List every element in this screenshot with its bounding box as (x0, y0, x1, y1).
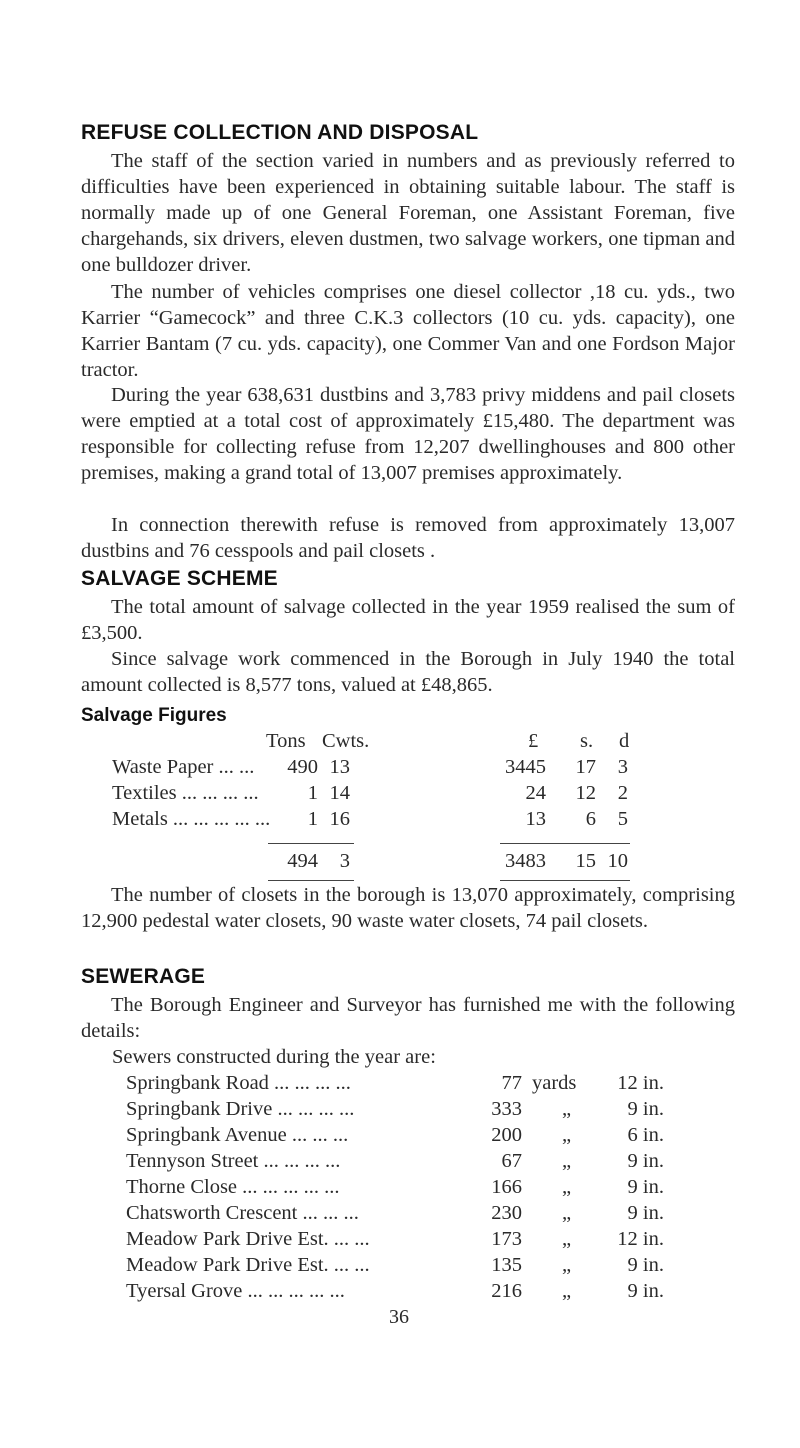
sewer-unit: „ (562, 1254, 572, 1276)
row-shillings: 12 (575, 782, 596, 804)
row-pence: 2 (617, 782, 628, 804)
street-name: Meadow Park Drive Est. ... ... (126, 1228, 370, 1250)
sewer-length: 216 (491, 1280, 522, 1302)
salvage-paragraph-2: Since salvage work commenced in the Borough in July 1940 the total amount collected is 8,577 tons, valued at £48,865. (81, 648, 735, 696)
sewer-size: 12 in. (617, 1228, 664, 1250)
sewer-unit: „ (562, 1150, 572, 1172)
sewer-length: 333 (491, 1098, 522, 1120)
row-cwts: 13 (329, 756, 350, 778)
row-label: Textiles ... ... ... ... (112, 782, 259, 804)
total-shillings: 15 (575, 850, 596, 872)
total-pence: 10 (607, 850, 628, 872)
street-name: Springbank Drive ... ... ... ... (126, 1098, 355, 1120)
refuse-paragraph-3: During the year 638,631 dustbins and 3,783 privy middens and pail closets were emptied at a total cost of approximately £15,480. The department was responsible for collecting refuse from 12,207 dwellinghouses and 800 other premises, making a grand total of 13,007 premises approximately. (81, 384, 735, 484)
total-rule-top-right (500, 843, 630, 844)
total-rule-top-left (268, 843, 354, 844)
row-tons: 1 (307, 782, 318, 804)
row-label: Waste Paper ... ... (112, 756, 255, 778)
sewer-length: 230 (491, 1202, 522, 1224)
sewer-size: 9 in. (627, 1202, 664, 1224)
sewer-size: 12 in. (617, 1072, 664, 1094)
street-name: Meadow Park Drive Est. ... ... (126, 1254, 370, 1276)
row-tons: 490 (287, 756, 318, 778)
total-tons: 494 (287, 850, 318, 872)
sewer-length: 67 (501, 1150, 522, 1172)
col-header-tons: Tons (266, 730, 306, 752)
sewer-size: 9 in. (627, 1176, 664, 1198)
row-cwts: 16 (329, 808, 350, 830)
row-shillings: 17 (575, 756, 596, 778)
sewer-size: 9 in. (627, 1150, 664, 1172)
sewer-unit: „ (562, 1228, 572, 1250)
sewer-unit: „ (562, 1202, 572, 1224)
sewer-length: 77 (501, 1072, 522, 1094)
street-name: Chatsworth Crescent ... ... ... (126, 1202, 359, 1224)
total-cwts: 3 (339, 850, 350, 872)
page-number: 36 (389, 1306, 409, 1328)
col-header-shillings: s. (580, 730, 594, 752)
refuse-paragraph-2: The number of vehicles comprises one diesel collector ,18 cu. yds., two Karrier “Gamecock” and three C.K.3 collectors (10 cu. yds. capacity), one Karrier Bantam (7 cu. yds. capacity), one Commer Van and one Fordson Major tractor. (81, 281, 735, 381)
row-pounds: 13 (525, 808, 546, 830)
sewer-size: 9 in. (627, 1280, 664, 1302)
sewerage-heading: SEWERAGE (81, 965, 206, 988)
sewer-size: 9 in. (627, 1098, 664, 1120)
sewer-size: 9 in. (627, 1254, 664, 1276)
col-header-pounds: £ (528, 730, 539, 752)
sewer-length: 166 (491, 1176, 522, 1198)
total-rule-bottom-left (268, 880, 354, 881)
street-name: Springbank Avenue ... ... ... (126, 1124, 349, 1146)
row-pounds: 3445 (505, 756, 546, 778)
sewer-unit: „ (562, 1124, 572, 1146)
street-name: Tennyson Street ... ... ... ... (126, 1150, 341, 1172)
street-name: Tyersal Grove ... ... ... ... ... (126, 1280, 345, 1302)
refuse-heading: REFUSE COLLECTION AND DISPOSAL (81, 121, 479, 144)
sewer-unit: yards (532, 1072, 577, 1094)
sewer-unit: „ (562, 1176, 572, 1198)
sewerage-intro: The Borough Engineer and Surveyor has furnished me with the following details: (81, 994, 735, 1042)
sewer-length: 135 (491, 1254, 522, 1276)
salvage-figures-heading: Salvage Figures (81, 705, 227, 726)
total-pounds: 3483 (505, 850, 546, 872)
sewer-length: 173 (491, 1228, 522, 1250)
row-pence: 3 (617, 756, 628, 778)
row-shillings: 6 (585, 808, 596, 830)
sewers-subheading: Sewers constructed during the year are: (112, 1046, 436, 1068)
col-header-pence: d (619, 730, 630, 752)
sewer-length: 200 (491, 1124, 522, 1146)
row-cwts: 14 (329, 782, 350, 804)
refuse-paragraph-4: In connection therewith refuse is removed from approximately 13,007 dustbins and 76 cesspools and pail closets . (81, 514, 735, 562)
sewer-unit: „ (562, 1280, 572, 1302)
row-tons: 1 (307, 808, 318, 830)
row-pence: 5 (617, 808, 628, 830)
salvage-heading: SALVAGE SCHEME (81, 567, 278, 590)
sewer-unit: „ (562, 1098, 572, 1120)
col-header-cwts: Cwts. (322, 730, 370, 752)
salvage-paragraph-1: The total amount of salvage collected in the year 1959 realised the sum of £3,500. (81, 596, 735, 644)
refuse-paragraph-1: The staff of the section varied in numbers and as previously referred to difficulties have been experienced in obtaining suitable labour. The staff is normally made up of one General Foreman, one Assistant Foreman, five chargehands, six drivers, eleven dustmen, two salvage workers, one tipman and one bulldozer driver. (81, 150, 735, 276)
total-rule-bottom-right (500, 880, 630, 881)
row-pounds: 24 (525, 782, 546, 804)
street-name: Springbank Road ... ... ... ... (126, 1072, 351, 1094)
closets-paragraph: The number of closets in the borough is 13,070 approximately, comprising 12,900 pedestal water closets, 90 waste water closets, 74 pail closets. (81, 884, 735, 932)
sewer-size: 6 in. (627, 1124, 664, 1146)
street-name: Thorne Close ... ... ... ... ... (126, 1176, 340, 1198)
row-label: Metals ... ... ... ... ... (112, 808, 271, 830)
